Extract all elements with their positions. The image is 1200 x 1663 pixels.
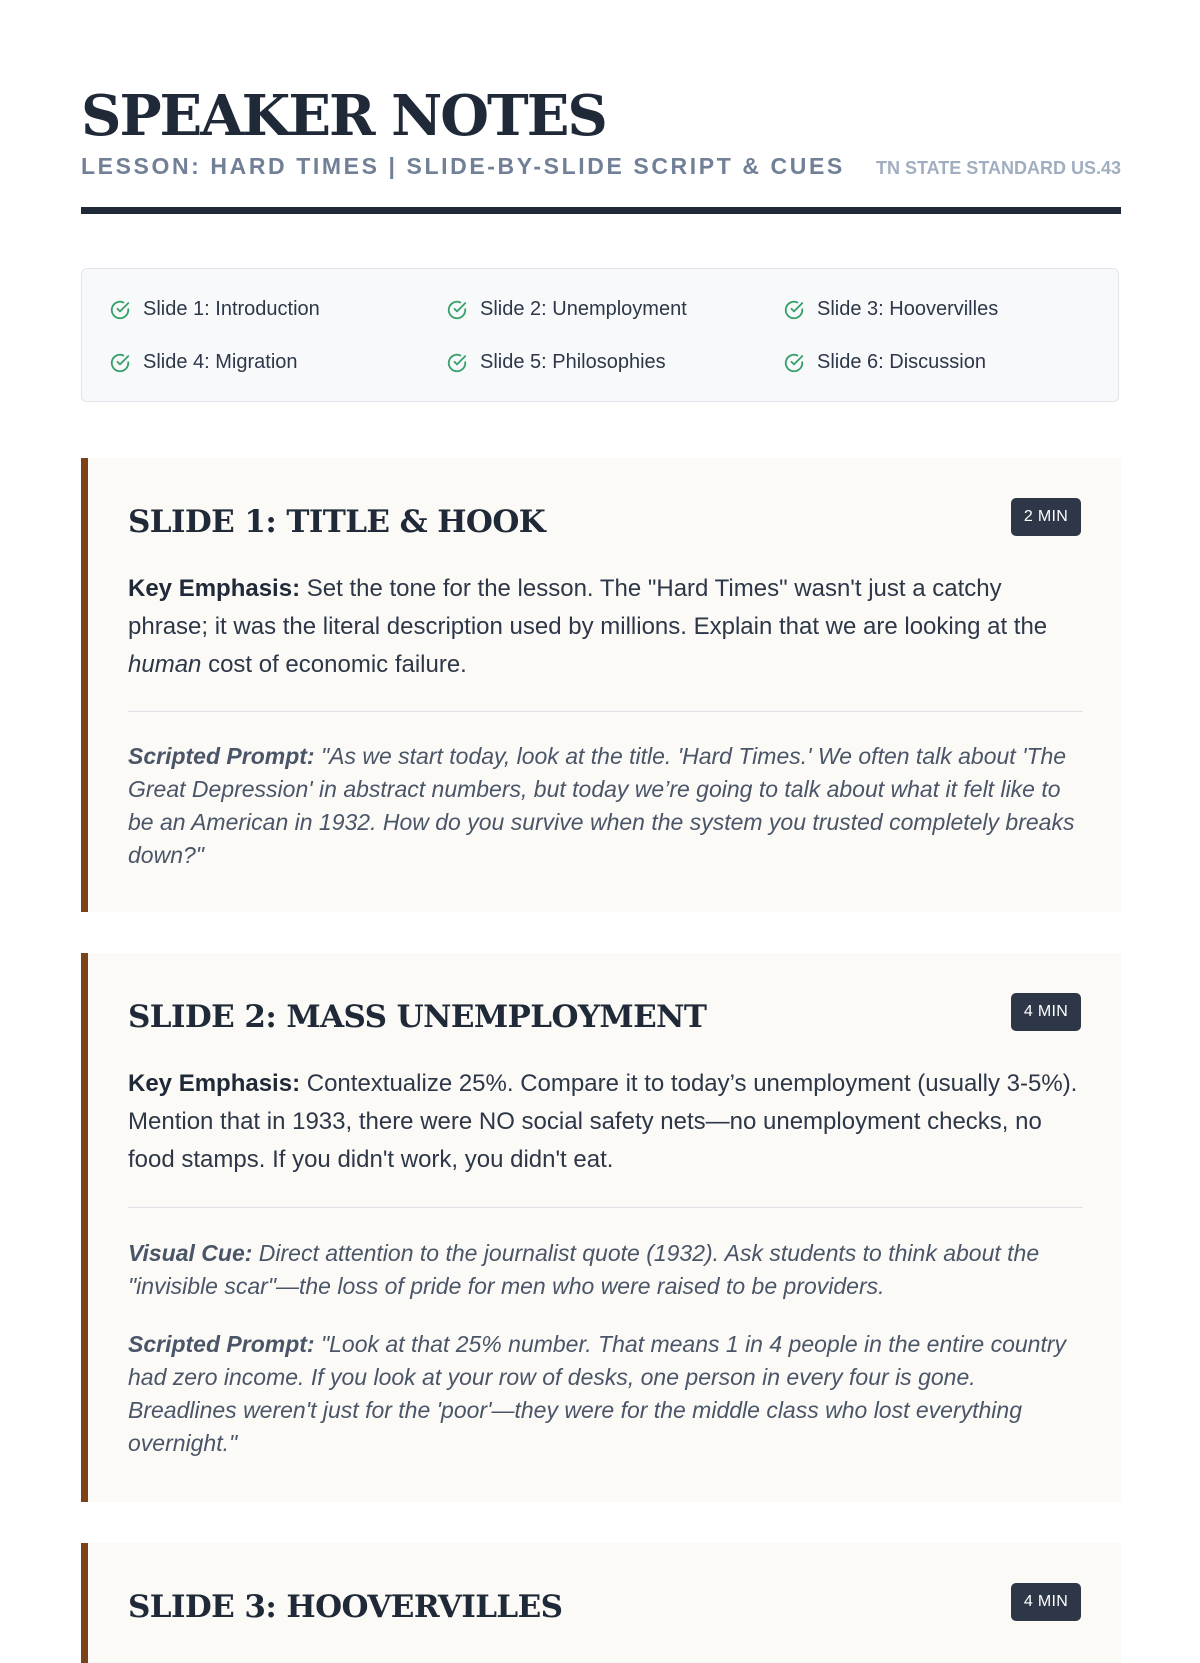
check-circle-icon <box>109 352 131 374</box>
section-divider <box>128 1207 1083 1208</box>
slide-checklist <box>81 268 1119 402</box>
check-circle-icon <box>109 299 131 321</box>
checklist-item-label: Slide 2: Unemployment <box>480 298 687 320</box>
checklist-item-label: Slide 6: Discussion <box>817 351 986 373</box>
checklist-item-migration <box>109 336 446 389</box>
checklist-item-label: Slide 5: Philosophies <box>480 351 666 373</box>
visual-cue-label: Visual Cue: <box>128 1240 253 1266</box>
duration-badge: 4 MIN <box>1011 1583 1081 1621</box>
checklist-item-unemployment <box>446 283 783 336</box>
key-emphasis-label: Key Emphasis: <box>128 575 301 602</box>
scripted-prompt-text: "Look at that 25% number. That means 1 in 4 people in the entire country had zero income. If you look at your row of desks, one person in every four is gone. Breadlines weren't just for the 'poor'—they were for the middle class who lost everything overnight." <box>128 1331 1067 1456</box>
scripted-prompt <box>128 1328 1083 1460</box>
slide-heading: SLIDE 3: HOOVERVILLES <box>128 1589 563 1625</box>
visual-cue-text: Direct attention to the journalist quote (1932). Ask students to think about the "invisible scar"—the loss of pride for men who were raised to be providers. <box>128 1240 1040 1299</box>
page-title: SPEAKER NOTES <box>81 83 606 149</box>
state-standard-label: TN STATE STANDARD US.43 <box>875 158 1121 178</box>
key-emphasis <box>128 1065 1088 1179</box>
check-circle-icon <box>783 299 805 321</box>
check-circle-icon <box>446 299 468 321</box>
checklist-item-label: Slide 4: Migration <box>143 351 298 373</box>
visual-cue <box>128 1237 1083 1303</box>
checklist-item-hoovervilles <box>783 283 1120 336</box>
key-emphasis-text: Contextualize 25%. Compare it to today’s unemployment (usually 3-5%). Mention that in 1933, there were NO social safety nets—no unemployment checks, no food stamps. If you didn't work, you didn't eat. <box>128 1070 1078 1173</box>
slide-heading: SLIDE 2: MASS UNEMPLOYMENT <box>128 999 707 1035</box>
check-circle-icon <box>446 352 468 374</box>
duration-badge: 4 MIN <box>1011 993 1081 1031</box>
header-divider <box>81 207 1121 214</box>
key-emphasis-text: Set the tone for the lesson. The "Hard Times" wasn't just a catchy phrase; it was the literal description used by millions. Explain that we are looking at the <box>128 575 1048 640</box>
scripted-prompt <box>128 740 1083 872</box>
slide-card-3 <box>81 1543 1121 1663</box>
key-emphasis-text-end: cost of economic failure. <box>208 651 467 678</box>
key-emphasis-label: Key Emphasis: <box>128 1070 301 1097</box>
key-emphasis <box>128 570 1088 684</box>
slide-heading: SLIDE 1: TITLE & HOOK <box>128 504 546 540</box>
section-divider <box>128 711 1083 712</box>
scripted-prompt-label: Scripted Prompt: <box>128 1331 315 1357</box>
checklist-item-label: Slide 3: Hoovervilles <box>817 298 999 320</box>
slide-card-1 <box>81 458 1121 912</box>
checklist-item-discussion <box>783 336 1120 389</box>
checklist-item-label: Slide 1: Introduction <box>143 298 320 320</box>
key-emphasis-italic: human <box>128 651 202 678</box>
checklist-item-philosophies <box>446 336 783 389</box>
checklist-item-introduction <box>109 283 446 336</box>
lesson-subtitle: LESSON: HARD TIMES | SLIDE-BY-SLIDE SCRIPT & CUES <box>81 153 845 179</box>
duration-badge: 2 MIN <box>1011 498 1081 536</box>
check-circle-icon <box>783 352 805 374</box>
scripted-prompt-label: Scripted Prompt: <box>128 743 315 769</box>
slide-card-2 <box>81 953 1121 1502</box>
scripted-prompt-text: "As we start today, look at the title. 'Hard Times.' We often talk about 'The Great Depression' in abstract numbers, but today we’re going to talk about what it felt like to be an American in 1932. How do you survive when the system you trusted completely breaks down?" <box>128 743 1075 868</box>
